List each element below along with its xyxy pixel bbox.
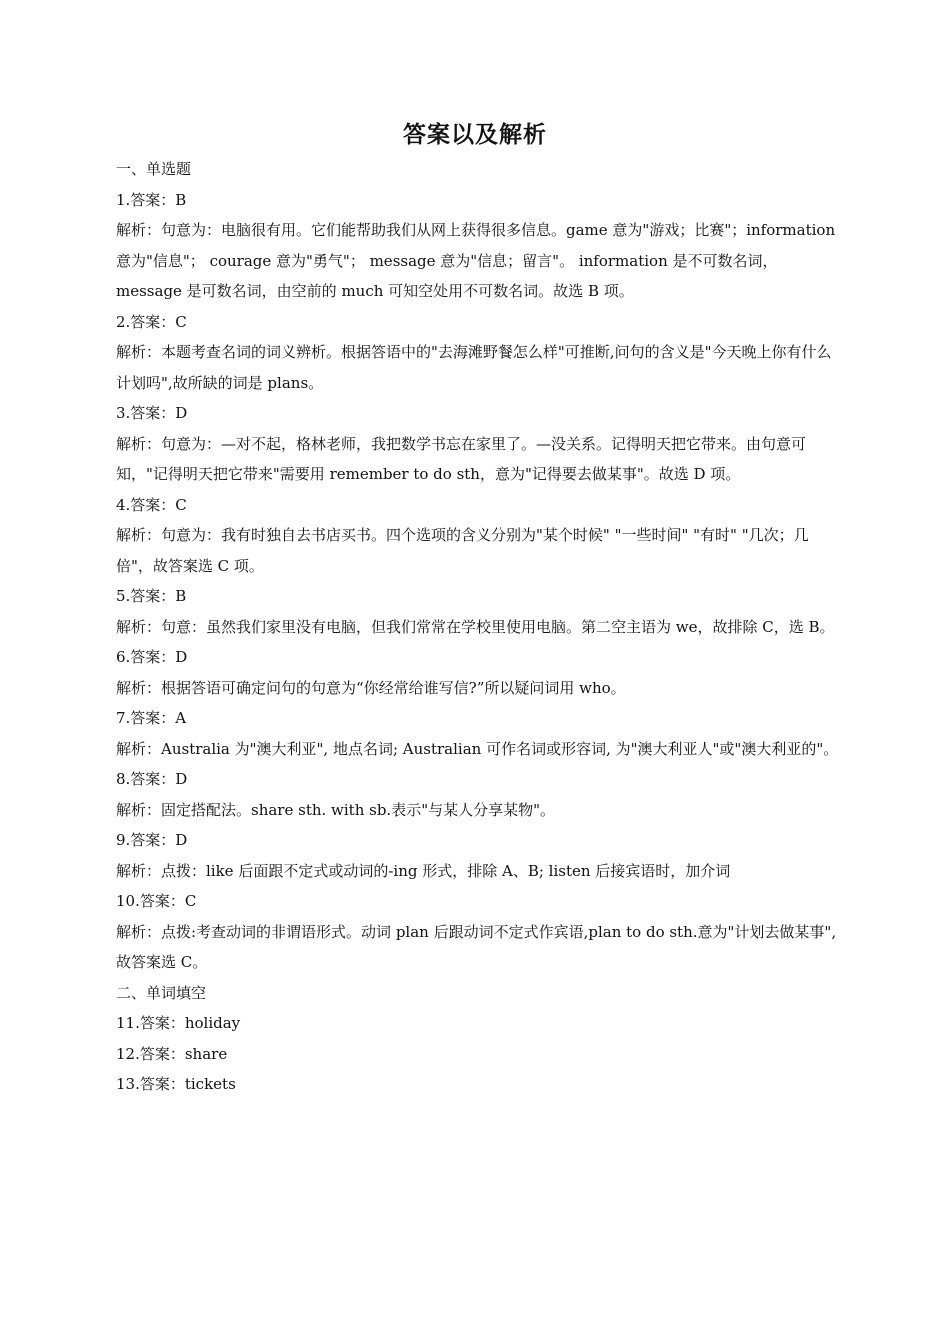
explanation-text: 解析：根据答语可确定问句的句意为“你经常给谁写信?”所以疑问词用 who。 bbox=[116, 678, 626, 697]
document-body bbox=[116, 154, 844, 1100]
answer-item-10 bbox=[116, 886, 844, 978]
section-heading-word-fill: 二、单词填空 bbox=[116, 983, 207, 1002]
answer-line: 9.答案：D bbox=[116, 831, 188, 849]
explanation-text: 解析：点拨：like 后面跟不定式或动词的-ing 形式，排除 A、B; listen 后接宾语时，加介词 bbox=[116, 861, 731, 880]
answer-line: 5.答案：B bbox=[116, 587, 187, 605]
fill-answer-13: 13.答案：tickets bbox=[116, 1075, 236, 1093]
answer-line: 8.答案：D bbox=[116, 770, 188, 788]
fill-answer-11: 11.答案：holiday bbox=[116, 1014, 241, 1032]
answer-item-7 bbox=[116, 703, 844, 764]
answer-line: 10.答案：C bbox=[116, 892, 197, 910]
explanation-text: 解析：点拨:考查动词的非谓语形式。动词 plan 后跟动词不定式作宾语,plan to do sth.意为"计划去做某事",故答案选 C。 bbox=[116, 922, 837, 971]
answer-item-9 bbox=[116, 825, 844, 886]
section-heading-single-choice: 一、单选题 bbox=[116, 160, 192, 178]
answer-line: 6.答案：D bbox=[116, 648, 188, 666]
answer-item-2 bbox=[116, 307, 844, 399]
explanation-text: 解析：句意为：—对不起，格林老师，我把数学书忘在家里了。—没关系。记得明天把它带来。由句意可知，"记得明天把它带来"需要用 remember to do sth，意为"记得要去做某事"。故选 D 项。 bbox=[116, 434, 807, 483]
answer-item-6 bbox=[116, 642, 844, 703]
answer-line: 1.答案：B bbox=[116, 190, 187, 209]
answer-item-1 bbox=[116, 185, 844, 307]
answer-item-3 bbox=[116, 398, 844, 490]
answer-item-5 bbox=[116, 581, 844, 642]
fill-answer-12: 12.答案：share bbox=[116, 1044, 228, 1063]
answer-line: 2.答案：C bbox=[116, 312, 187, 331]
answer-item-4 bbox=[116, 490, 844, 582]
answer-line: 7.答案：A bbox=[116, 709, 187, 727]
answer-item-8 bbox=[116, 764, 844, 825]
explanation-text: 解析：句意为：我有时独自去书店买书。四个选项的含义分别为"某个时候" "一些时间" "有时" "几次；几倍"，故答案选 C 项。 bbox=[116, 526, 809, 575]
explanation-text: 解析：Australia 为"澳大利亚", 地点名词; Australian 可作名词或形容词, 为"澳大利亚人"或"澳大利亚的"。 bbox=[116, 739, 839, 758]
answer-line: 3.答案：D bbox=[116, 404, 188, 422]
explanation-text: 解析：句意为：电脑很有用。它们能帮助我们从网上获得很多信息。game 意为"游戏；比赛"；information 意为"信息"； courage 意为"勇气"； message 意为"信息；留言"。 information 是不可数名词， message 是可数名词，由空前的 much 可知空处用不可数名词。故选 B 项。 bbox=[116, 221, 836, 300]
explanation-text: 解析：本题考查名词的词义辨析。根据答语中的"去海滩野餐怎么样"可推断,问句的含义是"今天晚上你有什么计划吗",故所缺的词是 plans。 bbox=[116, 343, 832, 392]
explanation-text: 解析：句意：虽然我们家里没有电脑，但我们常常在学校里使用电脑。第二空主语为 we，故排除 C，选 B。 bbox=[116, 617, 835, 636]
answer-line: 4.答案：C bbox=[116, 495, 187, 514]
explanation-text: 解析：固定搭配法。share sth. with sb.表示"与某人分享某物"。 bbox=[116, 800, 556, 819]
page-title: 答案以及解析 bbox=[403, 122, 547, 148]
